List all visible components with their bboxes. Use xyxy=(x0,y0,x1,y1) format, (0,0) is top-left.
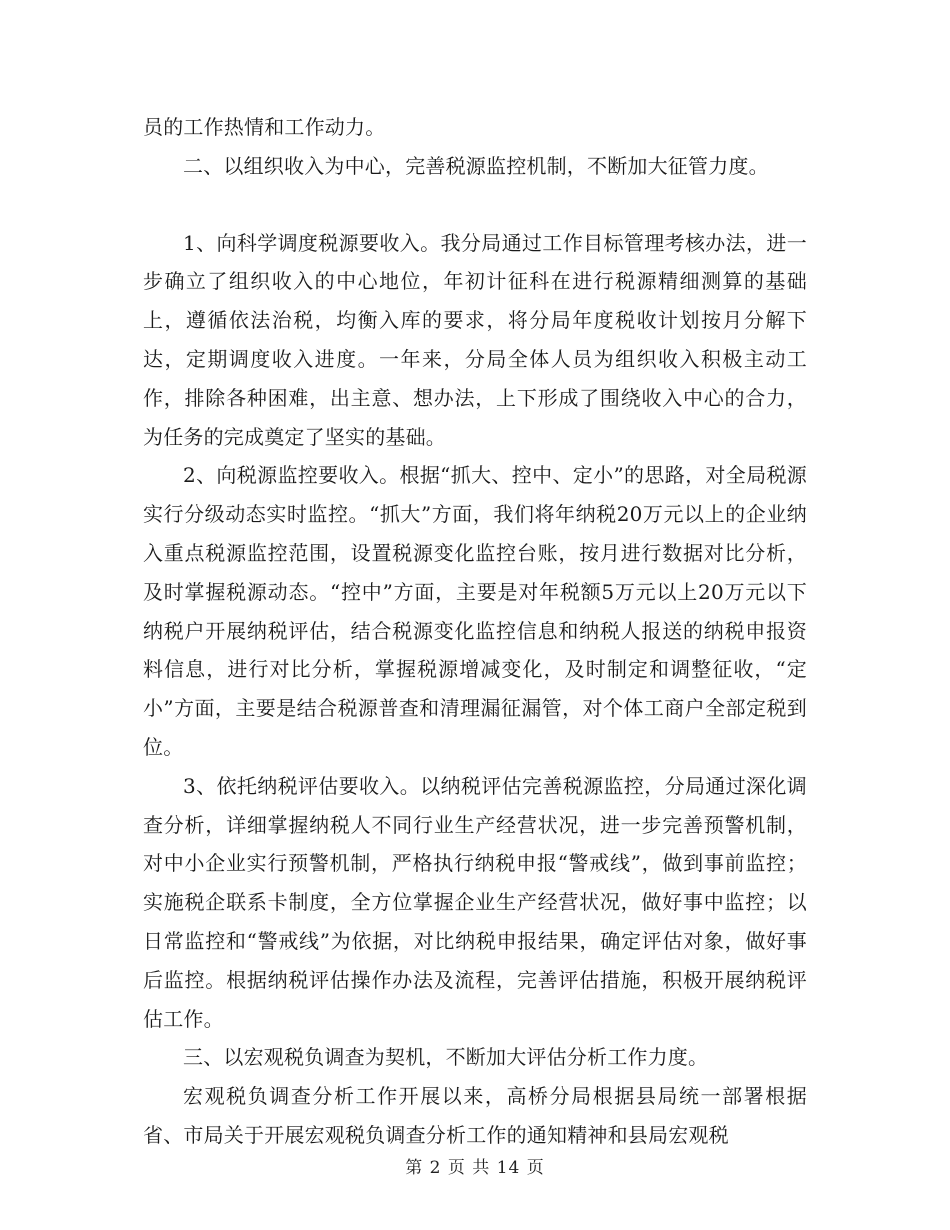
paragraph-item-2: 2、向税源监控要收入。根据“抓大、控中、定小”的思路，对全局税源实行分级动态实时监控。“抓大”方面，我们将年纳税20万元以上的企业纳入重点税源监控范围，设置税源变化监控台账，按月进行数据对比分析，及时掌握税源动态。“控中”方面，主要是对年税额5万元以上20万元以下纳税户开展纳税评估，结合税源变化监控信息和纳税人报送的纳税申报资料信息，进行对比分析，掌握税源增减变化，及时制定和调整征收，“定小”方面，主要是结合税源普查和清理漏征漏管，对个体工商户全部定税到位。 xyxy=(143,463,807,759)
page-footer xyxy=(0,1153,950,1178)
paragraph-section-3: 宏观税负调查分析工作开展以来，高桥分局根据县局统一部署根据省、市局关于开展宏观税负调查分析工作的通知精神和县局宏观税 xyxy=(143,1084,807,1147)
paragraph-item-1: 1、向科学调度税源要收入。我分局通过工作目标管理考核办法，进一步确立了组织收入的中心地位，年初计征科在进行税源精细测算的基础上，遵循依法治税，均衡入库的要求，将分局年度税收计划按月分解下达，定期调度收入进度。一年来，分局全体人员为组织收入积极主动工作，排除各种困难，出主意、想办法，上下形成了围绕收入中心的合力，为任务的完成奠定了坚实的基础。 xyxy=(143,230,807,449)
paragraph-item-3: 3、依托纳税评估要收入。以纳税评估完善税源监控，分局通过深化调查分析，详细掌握纳税人不同行业生产经营状况，进一步完善预警机制，对中小企业实行预警机制，严格执行纳税申报“警戒线”，做到事前监控；实施税企联系卡制度，全方位掌握企业生产经营状况，做好事中监控；以日常监控和“警戒线”为依据，对比纳税申报结果，确定评估对象，做好事后监控。根据纳税评估操作办法及流程，完善评估措施，积极开展纳税评估工作。 xyxy=(143,773,807,1031)
body-text xyxy=(143,108,807,1155)
section-heading-3: 三、以宏观税负调查为契机，不断加大评估分析工作力度。 xyxy=(183,1045,709,1070)
page-number: 第 2 页 共 14 页 xyxy=(405,1158,545,1178)
section-heading-2: 二、以组织收入为中心，完善税源监控机制，不断加大征管力度。 xyxy=(183,153,769,178)
paragraph-continuation: 员的工作热情和工作动力。 xyxy=(143,115,386,139)
